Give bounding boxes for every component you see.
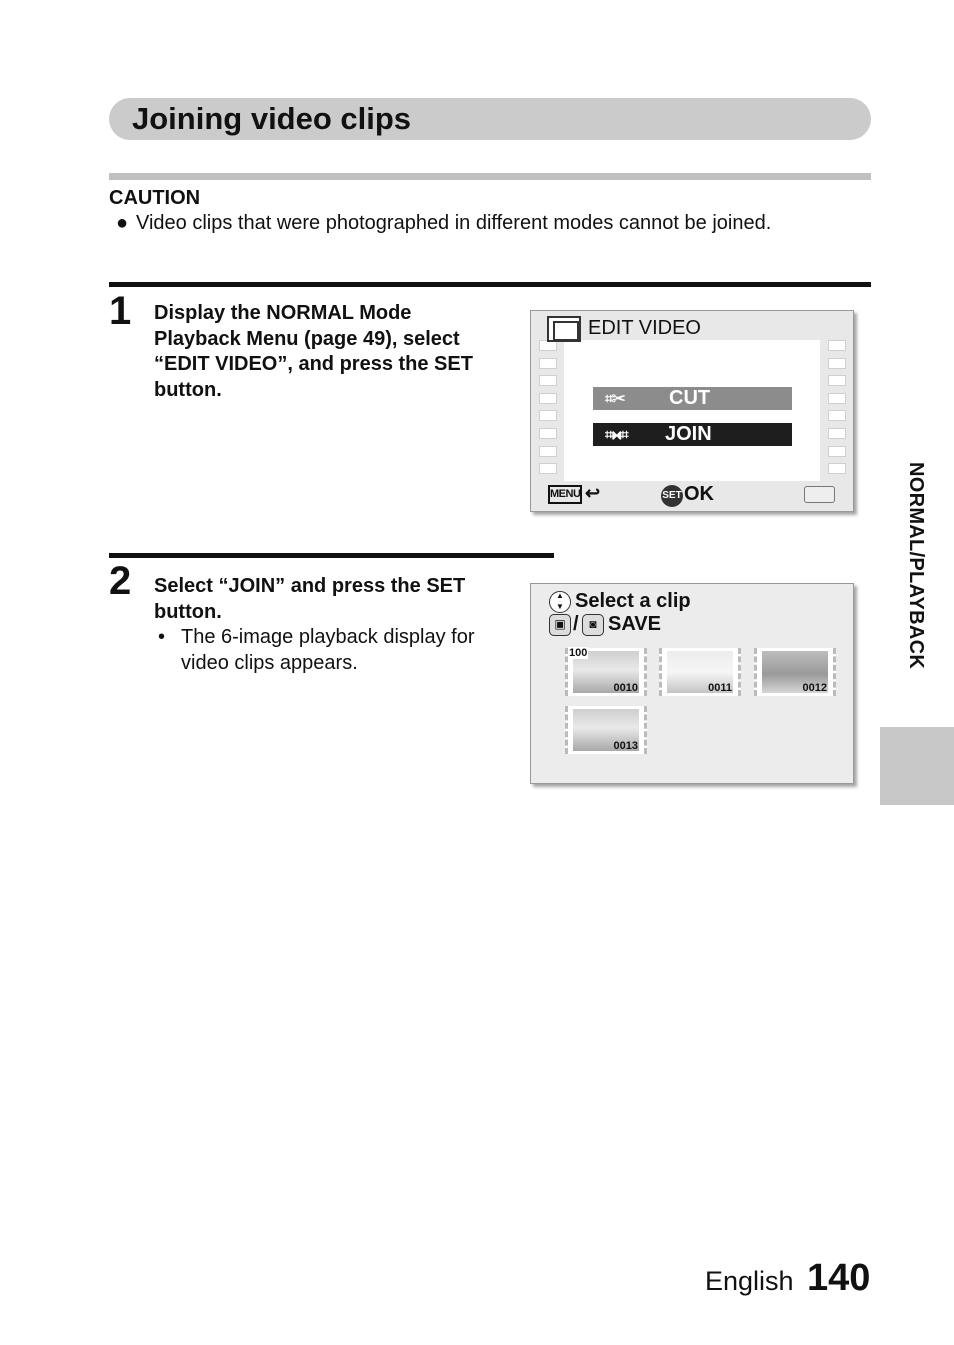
menu-option-label: CUT: [669, 387, 711, 409]
menu-option-label: JOIN: [665, 423, 712, 445]
cut-icon: ⌗✂: [605, 390, 625, 406]
folder-number: 100: [569, 647, 588, 659]
clip-number: 0010: [613, 682, 638, 694]
step-2-text: [154, 573, 465, 625]
select-clip-screen: [530, 583, 854, 784]
step-2-rule: [109, 553, 554, 558]
return-icon: ↩: [585, 483, 601, 503]
step-1-line: Playback Menu (page 49), select: [154, 327, 460, 350]
film-strip-left: [539, 340, 557, 481]
camera-button-icon: ◙: [582, 614, 604, 636]
step-1-line: “EDIT VIDEO”, and press the SET: [154, 353, 473, 375]
menu-option-cut[interactable]: [593, 387, 792, 410]
edit-video-title: EDIT VIDEO: [588, 317, 701, 339]
step-1-line: Display the NORMAL Mode: [154, 302, 412, 324]
ok-label: OK: [684, 483, 714, 505]
caution-bullet: ●: [116, 212, 129, 234]
slash-separator: /: [573, 613, 579, 635]
join-icon: ⌗⧓⌗: [605, 426, 628, 442]
caution-text: Video clips that were photographed in different modes cannot be joined.: [136, 212, 772, 234]
caution-heading: CAUTION: [109, 187, 201, 209]
menu-panel: [564, 340, 820, 481]
menu-key-icon: MENU: [548, 485, 582, 504]
title-divider: [109, 173, 871, 180]
step-2-subnote: [158, 624, 475, 676]
step-1-text: [154, 301, 473, 403]
footer-language: English: [705, 1266, 794, 1296]
page-title: Joining video clips: [132, 101, 412, 136]
step-1-rule: [109, 282, 871, 287]
edit-video-screen: [530, 310, 854, 512]
step-2-line: button.: [154, 601, 222, 623]
set-key-icon: SET: [661, 485, 683, 507]
clip-thumbnail[interactable]: [659, 648, 741, 696]
select-clip-label: Select a clip: [575, 590, 691, 612]
step-2-line: Select “JOIN” and press the SET: [154, 575, 466, 597]
caution-item: [116, 212, 771, 235]
clip-number: 0012: [802, 682, 827, 694]
section-side-tab: NORMAL/PLAYBACK: [905, 462, 927, 670]
step-2-subline: video clips appears.: [181, 652, 358, 674]
clip-thumbnail[interactable]: [565, 648, 647, 696]
clip-thumbnail[interactable]: [565, 706, 647, 754]
film-icon: [547, 316, 581, 342]
page-number: 140: [807, 1257, 871, 1299]
step-1-number: 1: [109, 289, 132, 333]
save-label: SAVE: [608, 613, 661, 635]
menu-option-join[interactable]: [593, 423, 792, 446]
clip-thumbnail[interactable]: [754, 648, 836, 696]
arrow-keys-icon: [549, 591, 571, 613]
battery-icon: [804, 486, 835, 503]
movie-button-icon: ▣: [549, 614, 571, 636]
film-strip-right: [828, 340, 846, 481]
side-tab-marker: [880, 727, 954, 805]
step-2-subline: The 6-image playback display for: [181, 626, 475, 648]
step-1-line: button.: [154, 378, 222, 401]
clip-number: 0013: [613, 740, 638, 752]
screen-button-bar: [531, 483, 853, 509]
section-title-bar: [109, 98, 871, 140]
clip-number: 0011: [708, 682, 732, 694]
sub-bullet: •: [158, 626, 166, 648]
step-2-number: 2: [109, 559, 132, 603]
